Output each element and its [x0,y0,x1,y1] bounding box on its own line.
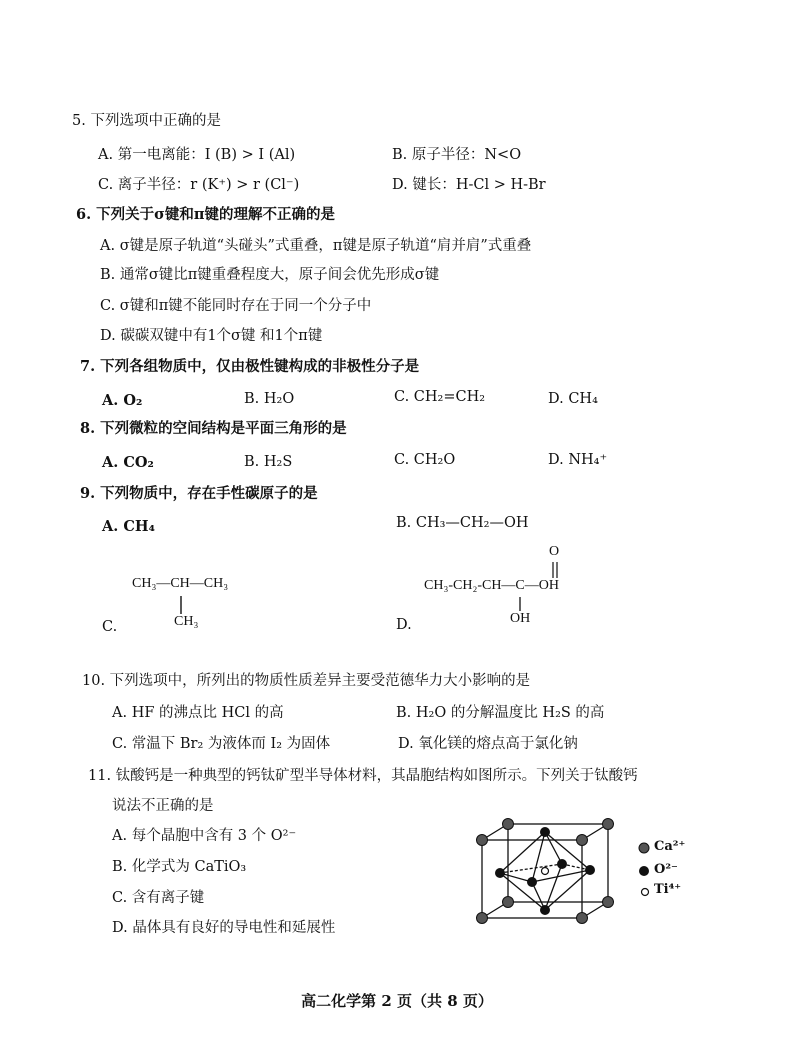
q10-stem: 10. 下列选项中，所列出的物质性质差异主要受范德华力大小影响的是 [82,673,531,689]
q9-option-d-label: D. [396,617,412,633]
q9-option-b: B. CH₃—CH₂—OH [396,515,529,531]
q6-option-b: B. 通常σ键比π键重叠程度大，原子间会优先形成σ键 [100,267,440,283]
molecule-d-chain: CH₃-CH₂-CH—C—OH [424,578,559,593]
q11-option-d: D. 晶体具有良好的导电性和延展性 [112,920,336,936]
molecule-d-oh: OH [510,611,531,626]
q7-stem: 7. 下列各组物质中，仅由极性键构成的非极性分子是 [80,358,420,375]
page-footer: 高二化学第 2 页（共 8 页） [301,992,493,1010]
q6-stem: 6. 下列关于σ键和π键的理解不正确的是 [76,206,335,223]
legend-o-marker [638,865,650,877]
q6-option-d: D. 碳碳双键中有1个σ键 和1个π键 [100,328,323,344]
crystal-cell-diagram [470,818,620,928]
q7-option-a: A. O₂ [102,392,143,409]
q11-option-b: B. 化学式为 CaTiO₃ [112,859,247,875]
q5-option-b: B. 原子半径：N<O [392,147,522,163]
q10-option-c: C. 常温下 Br₂ 为液体而 I₂ 为固体 [112,736,331,752]
q6-option-a: A. σ键是原子轨道“头碰头”式重叠，π键是原子轨道“肩并肩”式重叠 [100,238,532,254]
q5-option-a: A. 第一电离能：I (B) > I (Al) [98,147,296,163]
legend-ti-marker [639,886,651,898]
q7-option-b: B. H₂O [244,391,295,407]
molecule-d-double-bond [550,560,560,580]
q11-stem-cont: 说法不正确的是 [112,798,214,814]
q9-option-a: A. CH₄ [102,518,155,535]
q8-option-a: A. CO₂ [102,454,154,471]
q11-option-c: C. 含有离子键 [112,890,205,906]
q7-option-c: C. CH₂=CH₂ [394,389,486,405]
q8-option-c: C. CH₂O [394,452,456,468]
q11-stem: 11. 钛酸钙是一种典型的钙钛矿型半导体材料，其晶胞结构如图所示。下列关于钛酸钙 [88,768,638,784]
molecule-c-branch: CH₃ [174,614,199,629]
q6-option-c: C. σ键和π键不能同时存在于同一个分子中 [100,298,372,314]
q8-option-d: D. NH₄⁺ [548,452,608,468]
molecule-d-oxygen: O [549,544,560,559]
q10-option-d: D. 氧化镁的熔点高于氯化钠 [398,736,578,752]
legend-o-label: O²⁻ [654,862,678,877]
q10-option-b: B. H₂O 的分解温度比 H₂S 的高 [396,705,605,721]
q10-option-a: A. HF 的沸点比 HCl 的高 [112,705,284,721]
molecule-c-chain: CH₃—CH—CH₃ [132,576,229,591]
q9-option-c-label: C. [102,619,118,635]
legend-ti-label: Ti⁴⁺ [654,882,682,897]
q8-stem: 8. 下列微粒的空间结构是平面三角形的是 [80,420,347,437]
legend-ca-label: Ca²⁺ [654,839,686,854]
q5-option-d: D. 键长：H-Cl > H-Br [392,177,546,193]
q8-option-b: B. H₂S [244,454,293,470]
q7-option-d: D. CH₄ [548,391,598,407]
q9-stem: 9. 下列物质中，存在手性碳原子的是 [80,485,318,502]
legend-ca-marker [638,842,650,854]
q5-stem: 5. 下列选项中正确的是 [72,113,221,129]
q5-option-c: C. 离子半径：r (K⁺) > r (Cl⁻) [98,177,300,193]
q11-option-a: A. 每个晶胞中含有 3 个 O²⁻ [112,828,297,844]
molecule-c-bond [177,594,187,616]
